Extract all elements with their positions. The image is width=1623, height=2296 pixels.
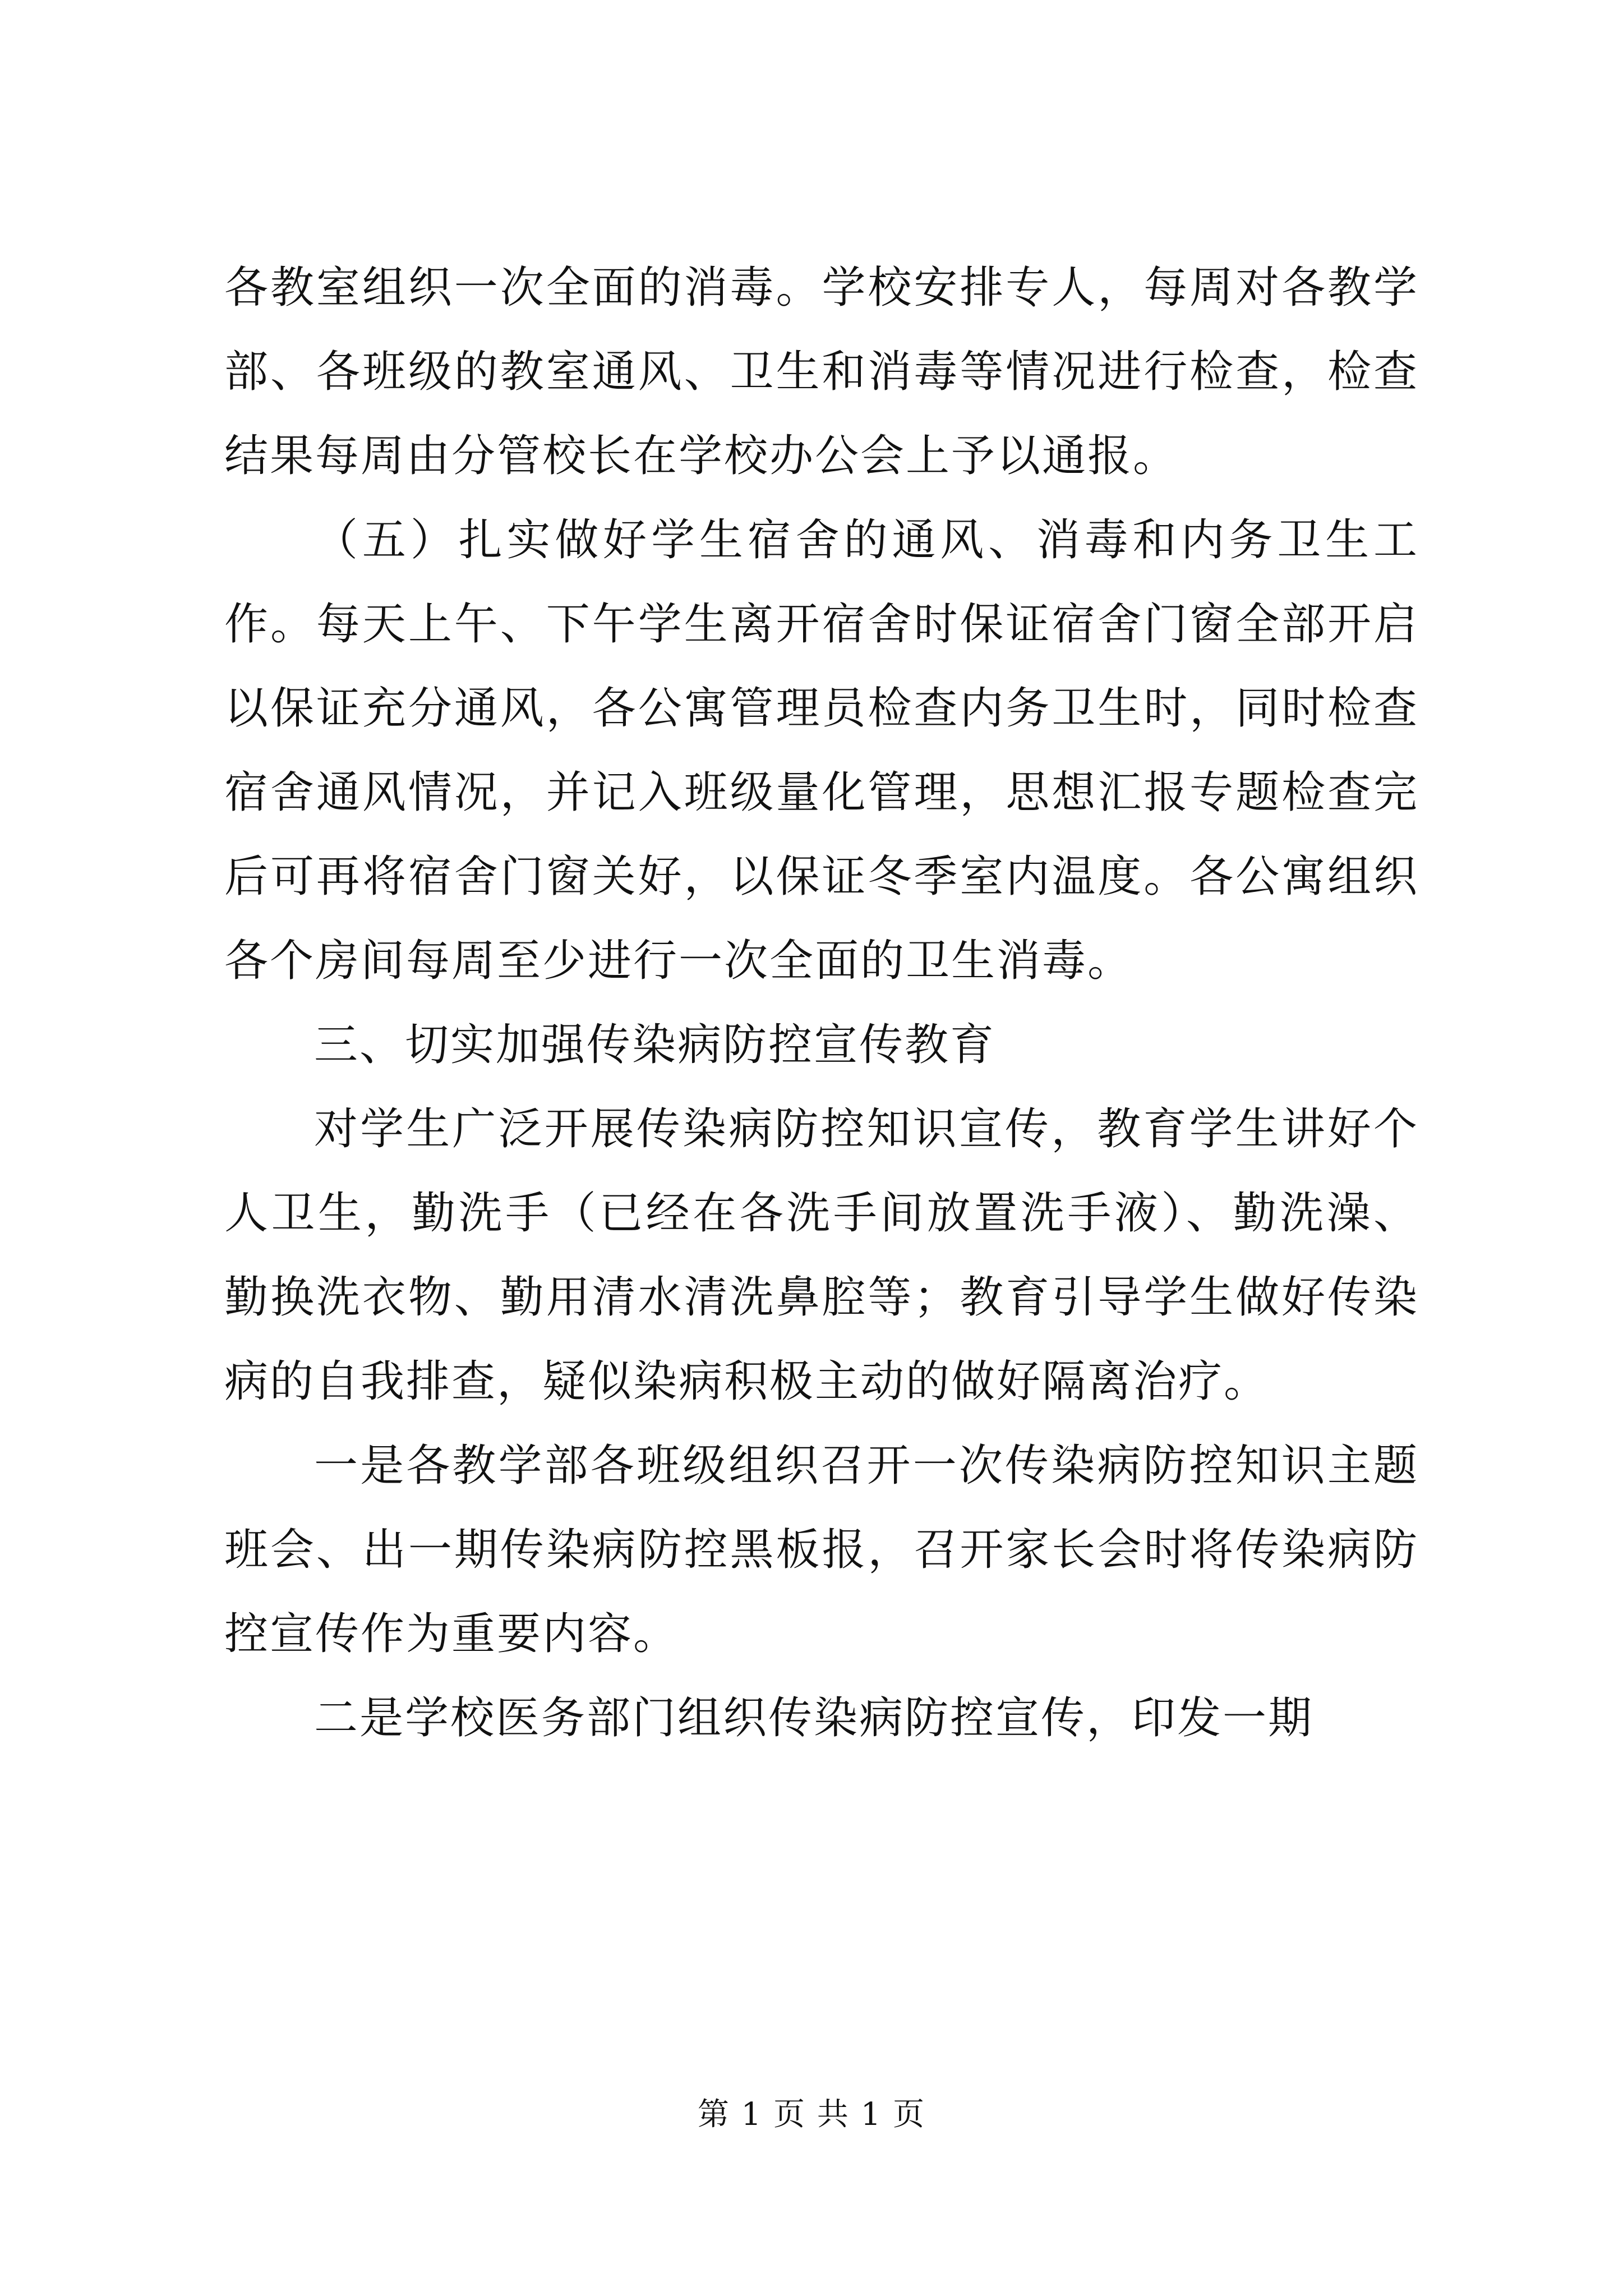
- document-body: [224, 246, 1419, 1760]
- paragraph-student-hygiene: 对学生广泛开展传染病防控知识宣传，教育学生讲好个人卫生，勤洗手（已经在各洗手间放置洗手液）、勤洗澡、勤换洗衣物、勤用清水清洗鼻腔等；教育引导学生做好传染病的自我排查，疑似染病积极主动的做好隔离治疗。: [224, 1104, 1419, 1407]
- paragraph-classroom-disinfection: 各教室组织一次全面的消毒。学校安排专人，每周对各教学部、各班级的教室通风、卫生和消毒等情况进行检查，检查结果每周由分管校长在学校办公会上予以通报。: [224, 263, 1419, 481]
- paragraph-medical-department: 二是学校医务部门组织传染病防控宣传，印发一期: [314, 1693, 1314, 1743]
- page-footer: 第 1 页 共 1 页: [697, 2096, 926, 2133]
- paragraph-class-meeting: 一是各教学部各班级组织召开一次传染病防控知识主题班会、出一期传染病防控黑板报，召开家长会时将传染病防控宣传作为重要内容。: [224, 1441, 1419, 1659]
- section-heading-publicity-education: 三、切实加强传染病防控宣传教育: [314, 1020, 996, 1070]
- paragraph-dormitory-ventilation: （五）扎实做好学生宿舍的通风、消毒和内务卫生工作。每天上午、下午学生离开宿舍时保证宿舍门窗全部开启以保证充分通风，各公寓管理员检查内务卫生时，同时检查宿舍通风情况，并记入班级量化管理，思想汇报专题检查完后可再将宿舍门窗关好，以保证冬季室内温度。各公寓组织各个房间每周至少进行一次全面的卫生消毒。: [224, 515, 1419, 986]
